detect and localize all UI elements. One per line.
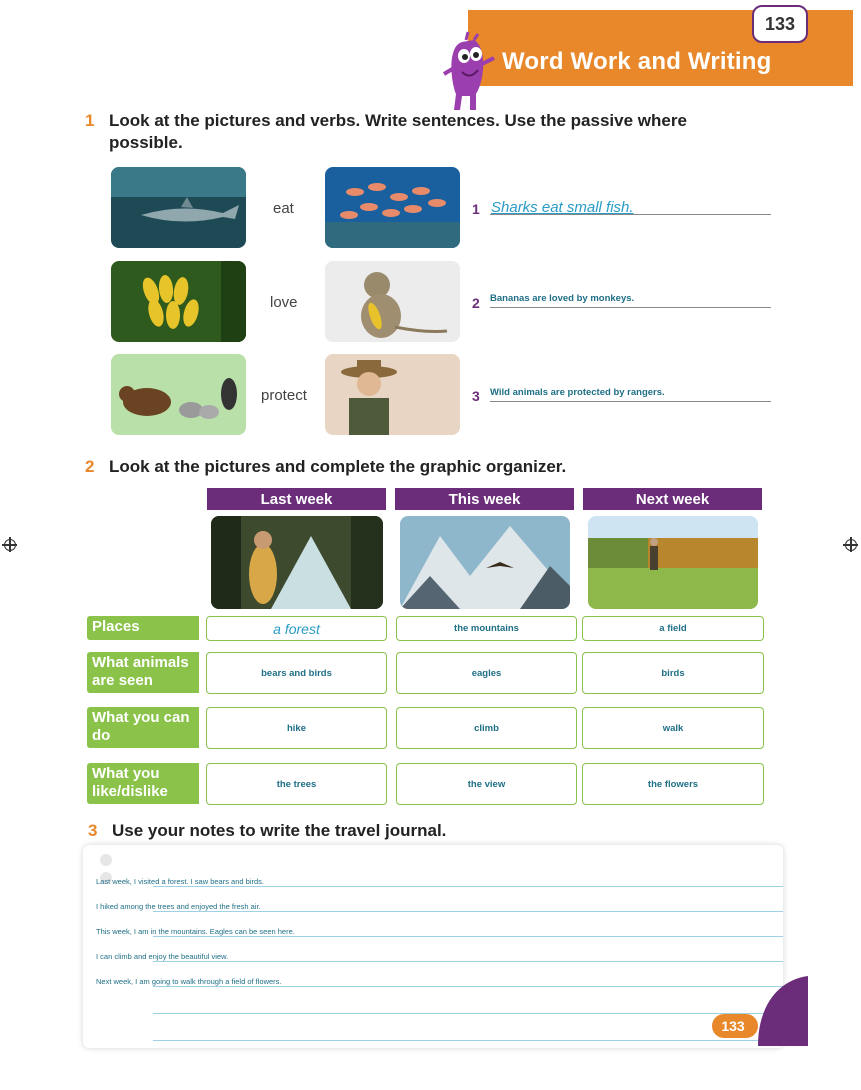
journal-rule <box>153 986 783 987</box>
journal-rule <box>153 1013 783 1014</box>
journal-line-5: Next week, I am going to walk through a field of flowers. <box>96 977 282 986</box>
ranger-photo <box>325 354 460 435</box>
answer-3-number: 3 <box>472 388 480 404</box>
verb-eat: eat <box>273 200 294 217</box>
fish-school-photo <box>325 167 460 248</box>
journal-rule <box>153 1040 783 1041</box>
mountain-eagle-photo <box>400 516 570 609</box>
page-number-badge: 133 <box>752 5 808 43</box>
travel-journal-notebook <box>83 845 783 1048</box>
journal-line-3: This week, I am in the mountains. Eagles can be seen here. <box>96 927 295 936</box>
answer-1-number: 1 <box>472 201 480 217</box>
footer-page-number: 133 <box>721 1018 745 1034</box>
section-3-instruction: Use your notes to write the travel journal. <box>112 821 447 840</box>
monkey-photo <box>325 261 460 342</box>
section-3-number: 3 <box>88 821 98 840</box>
answer-2-number: 2 <box>472 295 480 311</box>
row-label-animals: What animals are seen <box>87 652 199 693</box>
wild-animals-photo <box>111 354 246 435</box>
answer-1-text: Sharks eat small fish. <box>491 199 634 216</box>
cell-places-this-week: the mountains <box>396 616 577 641</box>
cell-activities-this-week: climb <box>396 707 577 749</box>
cell-like-this-week: the view <box>396 763 577 805</box>
cell-animals-this-week: eagles <box>396 652 577 694</box>
column-header-last-week: Last week <box>207 488 386 510</box>
row-label-like-dislike: What you like/dislike <box>87 763 199 804</box>
notebook-hole <box>100 854 112 866</box>
answer-3-line <box>490 401 771 402</box>
answer-3-text: Wild animals are protected by rangers. <box>490 387 665 398</box>
cell-activities-last-week: hike <box>206 707 387 749</box>
section-2-instruction: Look at the pictures and complete the graphic organizer. <box>109 457 567 476</box>
field-walker-photo <box>588 516 758 609</box>
journal-rule <box>153 936 783 937</box>
verb-love: love <box>270 294 298 311</box>
cell-like-last-week: the trees <box>206 763 387 805</box>
answer-2-line <box>490 307 771 308</box>
section-1-number: 1 <box>85 111 95 130</box>
row-label-activities: What you can do <box>87 707 199 748</box>
journal-line-4: I can climb and enjoy the beautiful view. <box>96 952 229 961</box>
cell-animals-next-week: birds <box>582 652 764 694</box>
section-1-instruction: Look at the pictures and verbs. Write sentences. Use the passive where possible. <box>109 111 687 152</box>
cell-places-last-week: a forest <box>206 616 387 641</box>
cell-places-next-week: a field <box>582 616 764 641</box>
shark-photo <box>111 167 246 248</box>
section-2-number: 2 <box>85 457 95 476</box>
footer-corner-decoration <box>708 976 808 1046</box>
row-label-places: Places <box>87 616 199 640</box>
verb-protect: protect <box>261 387 307 404</box>
cell-activities-next-week: walk <box>582 707 764 749</box>
journal-line-1: Last week, I visited a forest. I saw bears and birds. <box>96 877 264 886</box>
registration-mark-icon <box>845 539 857 551</box>
page-title: Word Work and Writing <box>502 48 772 75</box>
cell-like-next-week: the flowers <box>582 763 764 805</box>
cell-animals-last-week: bears and birds <box>206 652 387 694</box>
journal-line-2: I hiked among the trees and enjoyed the fresh air. <box>96 902 261 911</box>
answer-1-line <box>490 214 771 215</box>
mascot-character-icon <box>440 28 502 114</box>
column-header-next-week: Next week <box>583 488 762 510</box>
registration-mark-icon <box>4 539 16 551</box>
journal-rule <box>153 886 783 887</box>
answer-2-text: Bananas are loved by monkeys. <box>490 293 635 304</box>
journal-rule <box>153 961 783 962</box>
column-header-this-week: This week <box>395 488 574 510</box>
forest-hiker-photo <box>211 516 383 609</box>
bananas-photo <box>111 261 246 342</box>
journal-rule <box>153 911 783 912</box>
